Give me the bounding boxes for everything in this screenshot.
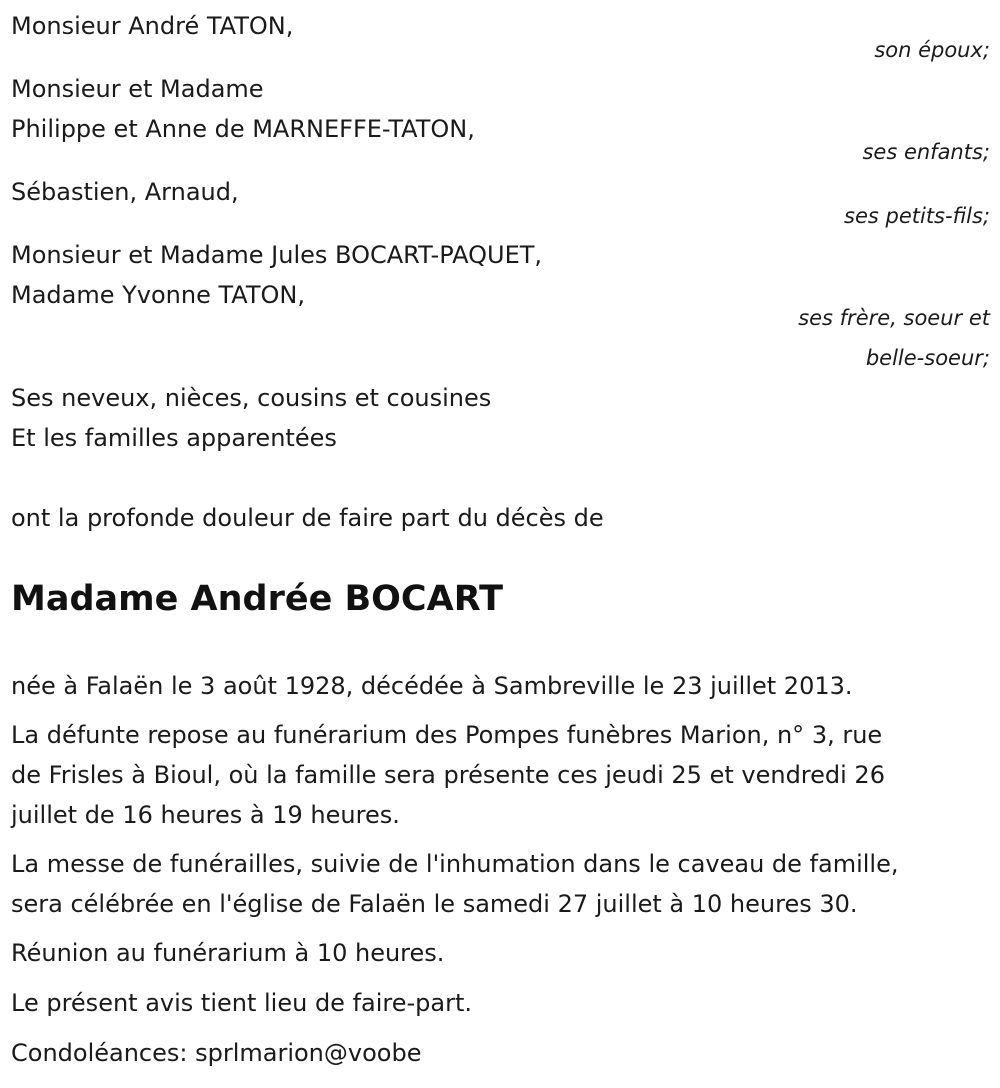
mass-line-2: sera célébrée en l'église de Falaën le samedi 27 juillet à 10 heures 30. — [11, 890, 858, 918]
relatives-line-2: Et les familles apparentées — [11, 424, 337, 452]
husband-name: Monsieur André TATON, — [11, 12, 294, 40]
siblings-line-2: Madame Yvonne TATON, — [11, 281, 305, 309]
meeting-line: Réunion au funérarium à 10 heures. — [11, 939, 445, 967]
siblings-role-line-1: ses frère, soeur et — [798, 306, 990, 330]
repose-line-2: de Frisles à Bioul, où la famille sera présente ces jeudi 25 et vendredi 26 — [11, 761, 885, 789]
condolences-line: Condoléances: sprlmarion@voobe — [11, 1039, 422, 1067]
notice-line: Le présent avis tient lieu de faire-part. — [11, 989, 473, 1017]
repose-line-3: juillet de 16 heures à 19 heures. — [11, 801, 400, 829]
children-role: ses enfants; — [862, 140, 990, 164]
mass-line-1: La messe de funérailles, suivie de l'inhumation dans le caveau de famille, — [11, 850, 899, 878]
relatives-line-1: Ses neveux, nièces, cousins et cousines — [11, 384, 492, 412]
grandchildren-name: Sébastien, Arnaud, — [11, 178, 239, 206]
grandchildren-role: ses petits-fils; — [844, 204, 990, 228]
children-line-1: Monsieur et Madame — [11, 75, 264, 103]
husband-role: son époux; — [874, 38, 990, 62]
children-line-2: Philippe et Anne de MARNEFFE-TATON, — [11, 115, 475, 143]
siblings-line-1: Monsieur et Madame Jules BOCART-PAQUET, — [11, 241, 543, 269]
birth-death-line: née à Falaën le 3 août 1928, décédée à Sambreville le 23 juillet 2013. — [11, 672, 853, 700]
siblings-role-line-2: belle-soeur; — [865, 346, 990, 370]
announcement: ont la profonde douleur de faire part du décès de — [11, 504, 604, 532]
deceased-name: Madame Andrée BOCART — [11, 579, 503, 619]
repose-line-1: La défunte repose au funérarium des Pompes funèbres Marion, n° 3, rue — [11, 721, 883, 749]
